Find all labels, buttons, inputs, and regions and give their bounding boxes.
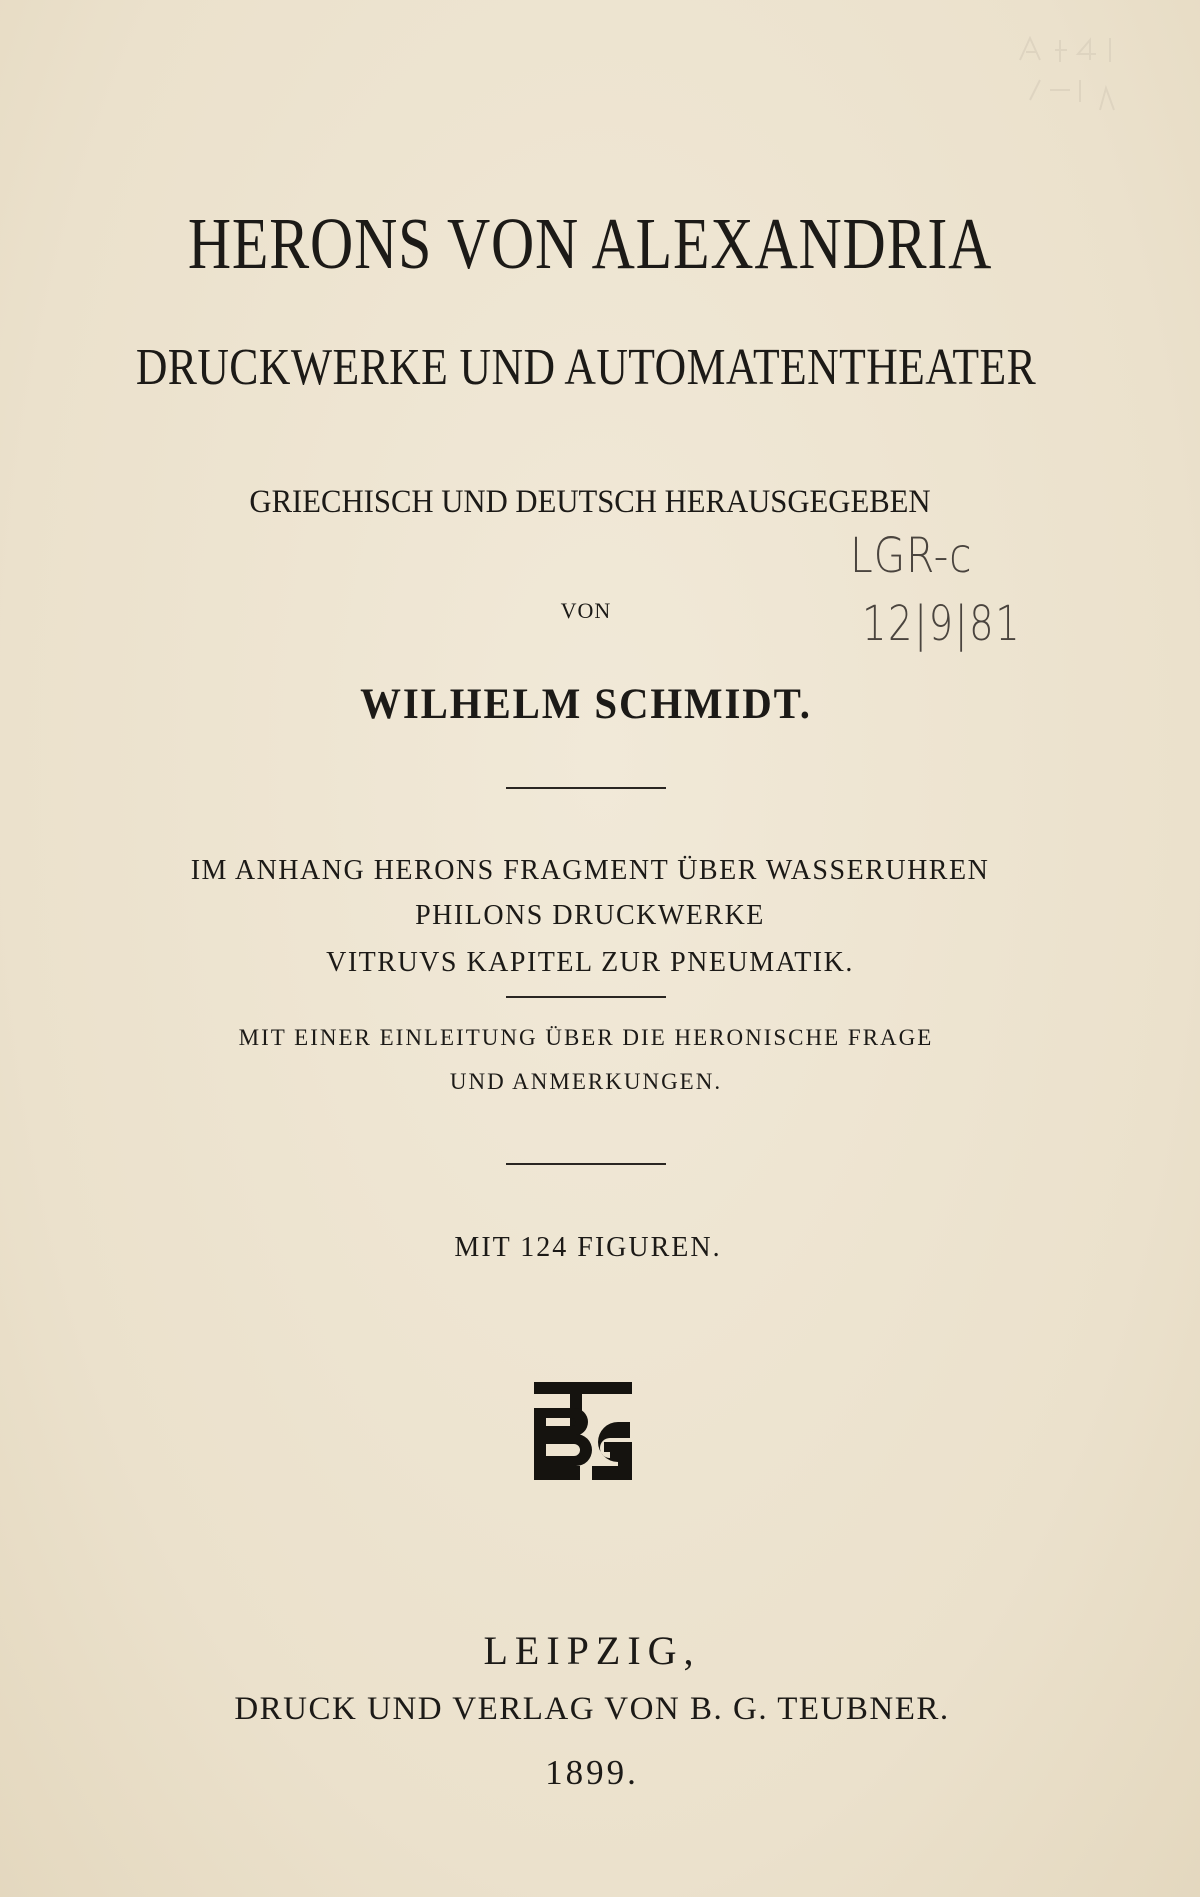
appendix-line: VITRUVS KAPITEL ZUR PNEUMATIK. <box>326 947 854 978</box>
appendix-line: IM ANHANG HERONS FRAGMENT ÜBER WASSERUHREN <box>190 855 990 886</box>
book-subtitle: DRUCKWERKE UND AUTOMATENTHEATER <box>135 339 1037 396</box>
handwritten-call-number: LGR-c <box>850 528 973 584</box>
publication-city: LEIPZIG, <box>483 1628 701 1673</box>
appendix-line: PHILONS DRUCKWERKE <box>415 900 765 931</box>
divider-rule <box>506 787 666 789</box>
introduction-line: MIT EINER EINLEITUNG ÜBER DIE HERONISCHE FRAGE <box>238 1025 934 1050</box>
publisher-line: DRUCK UND VERLAG VON B. G. TEUBNER. <box>234 1691 950 1727</box>
introduction-line: UND ANMERKUNGEN. <box>449 1069 723 1094</box>
divider-rule <box>506 996 666 998</box>
publication-year: 1899. <box>545 1753 639 1792</box>
faint-stamp-marks <box>960 20 1190 160</box>
teubner-publisher-logo <box>530 1378 636 1484</box>
author-name: WILHELM SCHMIDT. <box>360 681 812 728</box>
book-title: HERONS VON ALEXANDRIA <box>187 203 993 284</box>
handwritten-date: 12|9|81 <box>862 596 1022 652</box>
edition-line: GRIECHISCH UND DEUTSCH HERAUSGEGEBEN <box>249 484 931 520</box>
by-line: VON <box>560 598 612 623</box>
figures-count: MIT 124 FIGUREN. <box>454 1232 722 1263</box>
divider-rule <box>506 1163 666 1165</box>
